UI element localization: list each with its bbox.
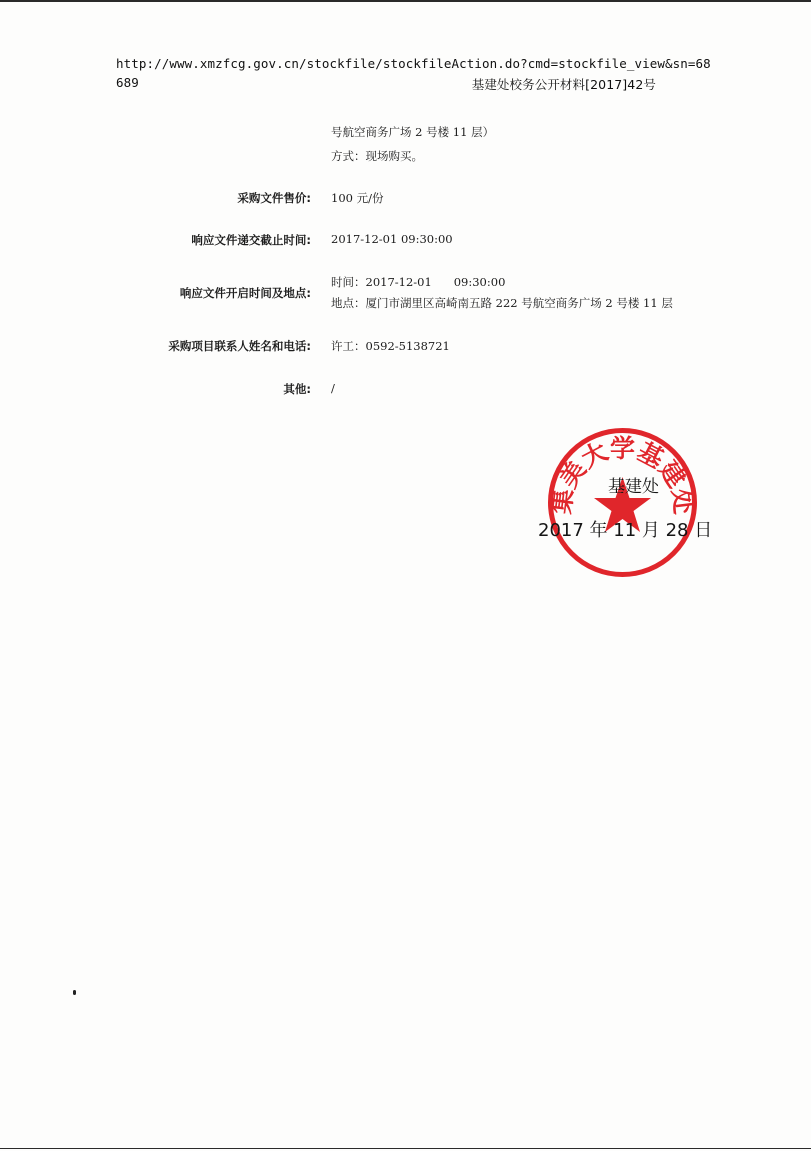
header-second-row — [116, 75, 656, 90]
official-seal — [545, 425, 700, 580]
deadline-label: 响应文件递交截止时间: — [191, 233, 311, 247]
price-label: 采购文件售价: — [237, 191, 311, 205]
opening-time: 时间：2017-12-01 09:30:00 — [331, 275, 506, 289]
other-value: / — [331, 381, 335, 395]
other-label: 其他: — [283, 382, 311, 396]
deadline-value: 2017-12-01 09:30:00 — [331, 232, 453, 246]
opening-place: 地点：厦门市湖里区高崎南五路 222 号航空商务广场 2 号楼 11 层 — [331, 296, 673, 310]
purchase-method: 方式：现场购买。 — [331, 149, 423, 163]
seal-arc-textpath: 集美大学基建处 — [546, 433, 699, 516]
source-url-line: http://www.xmzfcg.gov.cn/stockfile/stockfileAction.do?cmd=stockfile_view&sn=68 — [116, 56, 711, 71]
document-number: 基建处校务公开材料[2017]42号 — [471, 77, 656, 92]
page-bottom-border — [0, 1148, 811, 1149]
price-value: 100 元/份 — [331, 191, 384, 205]
opening-label: 响应文件开启时间及地点: — [179, 286, 311, 300]
address-continued: 号航空商务广场 2 号楼 11 层） — [331, 125, 495, 139]
page-top-border — [0, 0, 811, 2]
contact-label: 采购项目联系人姓名和电话: — [168, 339, 311, 353]
scan-speck — [73, 990, 76, 995]
stamp-date: 2017 年 11 月 28 日 — [538, 520, 713, 541]
stamp-department: 基建处 — [608, 477, 659, 497]
contact-value: 许工：0592-5138721 — [331, 339, 450, 353]
source-url-continuation: 689 — [116, 75, 139, 90]
